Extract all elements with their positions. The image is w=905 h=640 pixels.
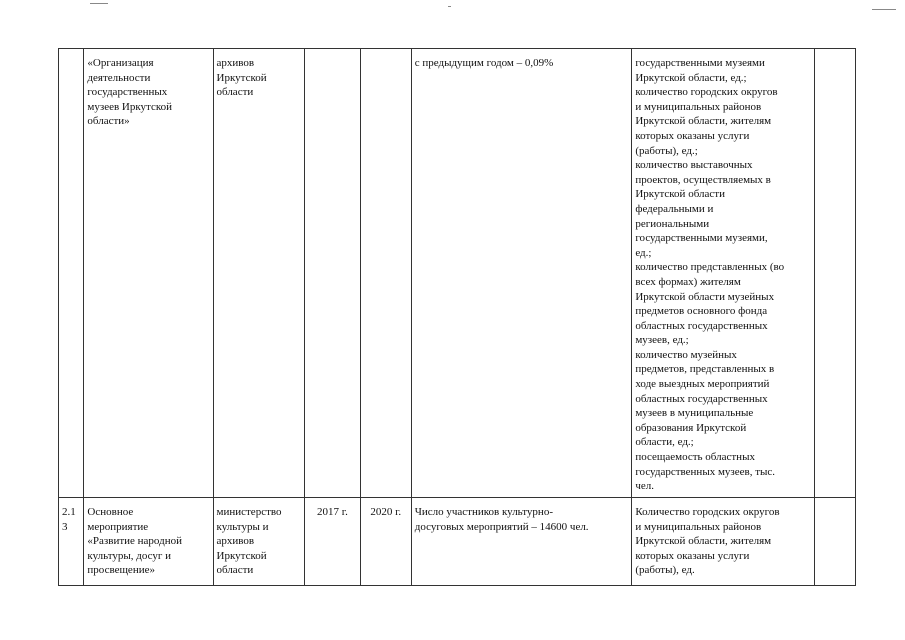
text-line: области» (87, 115, 130, 128)
text-line: предметов основного фонда (635, 305, 768, 318)
scan-artifact (872, 9, 896, 10)
text-line: количество городских округов (635, 86, 778, 99)
text-line: которых оказаны услуги (635, 129, 750, 142)
text-line: и муниципальных районов (635, 520, 762, 533)
executor-cell (213, 498, 304, 586)
text-line: государственных музеев, тыс. (635, 465, 776, 478)
text-line: архивов (216, 57, 255, 69)
text-line: Иркутской области (635, 188, 725, 201)
text-line: (работы), ед.; (635, 144, 698, 157)
text-line: ед.; (635, 246, 652, 259)
end-year-cell (360, 49, 411, 498)
text-line: культуры, досуг и (87, 549, 172, 562)
text-line: государственными музеями (635, 57, 765, 69)
text-line: предметов, представленных в (635, 363, 775, 376)
program-measures-table (58, 48, 856, 586)
text-line: министерство (216, 506, 282, 518)
text-line: ходе выездных мероприятий (635, 378, 770, 391)
text-line: и муниципальных районов (635, 100, 762, 113)
text-line: области (216, 86, 254, 99)
text-line: областных государственных (635, 392, 768, 405)
text-line: федеральными и (635, 202, 714, 215)
indicators-cell (632, 49, 815, 498)
text-line: посещаемость областных (635, 451, 755, 464)
text-line: которых оказаны услуги (635, 549, 750, 562)
scan-artifact (448, 6, 451, 7)
expected-result-cell (411, 498, 632, 586)
text-line: государственных (87, 86, 168, 99)
text-line: Иркутской области музейных (635, 290, 775, 303)
text-line: культуры и (216, 520, 269, 533)
text-line: просвещение» (87, 564, 155, 577)
text-line: Иркутской (216, 71, 267, 84)
indicators-cell (632, 498, 815, 586)
row-number-cell: 2.13 (59, 498, 84, 586)
table-row (59, 498, 856, 586)
measure-name-cell (84, 49, 213, 498)
text-line: областных государственных (635, 319, 768, 332)
text-line: области (216, 564, 254, 577)
row-number-cell (59, 49, 84, 498)
text-line: досуговых мероприятий – 14600 чел. (414, 520, 589, 533)
text-line: Иркутской области, жителям (635, 535, 772, 548)
text-line: мероприятие (87, 520, 149, 533)
text-line: с предыдущим годом – 0,09% (414, 57, 554, 69)
text-line: области, ед.; (635, 436, 694, 449)
text-line: Основное (87, 506, 134, 518)
text-line: «Организация (87, 57, 154, 69)
text-line: Иркутской области, ед.; (635, 71, 747, 84)
executor-cell (213, 49, 304, 498)
start-year-cell: 2017 г. (304, 498, 360, 586)
scan-artifact (90, 3, 108, 4)
text-line: образования Иркутской (635, 421, 747, 434)
expected-result-cell (411, 49, 632, 498)
start-year-cell (304, 49, 360, 498)
text-line: количество выставочных (635, 159, 753, 172)
text-line: проектов, осуществляемых в (635, 173, 771, 186)
text-line: музеев в муниципальные (635, 407, 754, 420)
text-line: государственными музеями, (635, 232, 768, 245)
empty-cell (815, 498, 856, 586)
text-line: количество представленных (во (635, 261, 785, 274)
text-line: Число участников культурно- (414, 506, 553, 518)
text-line: чел. (635, 480, 654, 493)
text-line: Иркутской области, жителям (635, 115, 772, 128)
measure-name-cell (84, 498, 213, 586)
text-line: (работы), ед. (635, 564, 695, 577)
text-line: Количество городских округов (635, 506, 780, 518)
text-line: Иркутской (216, 549, 267, 562)
end-year-cell: 2020 г. (360, 498, 411, 586)
text-line: деятельности (87, 71, 151, 84)
text-line: региональными (635, 217, 710, 230)
text-line: архивов (216, 535, 255, 548)
text-line: музеев Иркутской (87, 100, 173, 113)
table-row (59, 49, 856, 498)
text-line: всех формах) жителям (635, 275, 741, 288)
text-line: количество музейных (635, 348, 737, 361)
text-line: «Развитие народной (87, 535, 182, 548)
text-line: музеев, ед.; (635, 334, 689, 347)
empty-cell (815, 49, 856, 498)
